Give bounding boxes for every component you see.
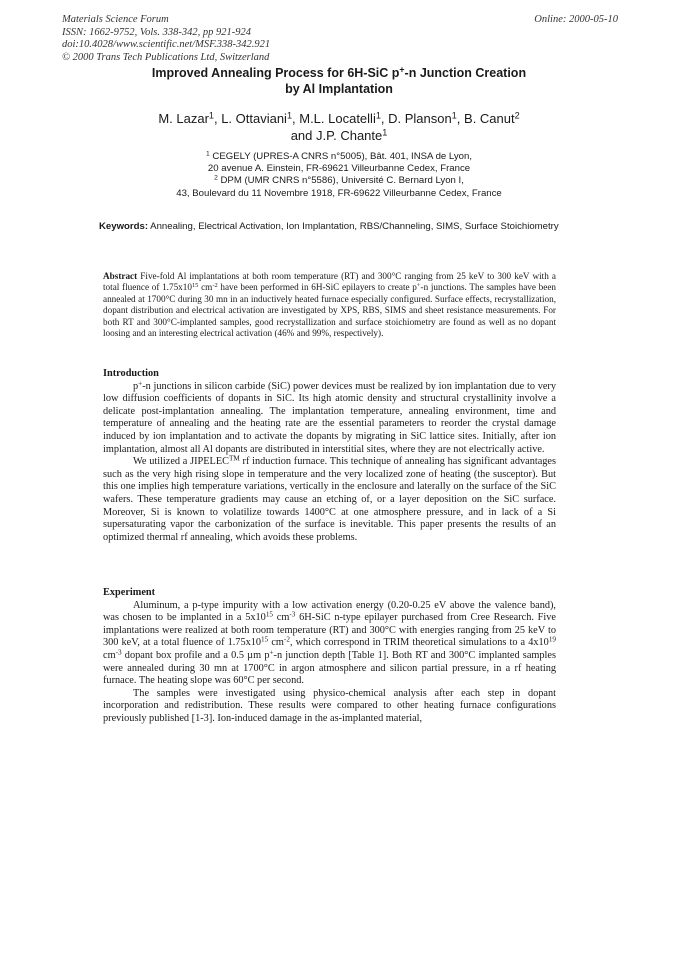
introduction-paragraph-1: p+-n junctions in silicon carbide (SiC) power devices must be realized by ion implantation due to very low diffusion coefficients of dopants in SiC. Its high atomic density and structural crystallinity involve a delicate post-implantation annealing. The implantation temperature, annealing environment, time and temperature of annealing and the heating rate are the essential parameters to reorder the crystal damage induced by ion implantation and to activate the dopants by migrating in SiC lattice sites. Initially, after ion implantation, almost all Al dopants are distributed in interstitial sites, where they are not electrically active.	[103, 379, 556, 455]
abstract: Abstract Five-fold Al implantations at both room temperature (RT) and 300°C ranging from 25 keV to 300 keV with a total fluence of $1.75x10^{15}$ $cm^{-2}$ have been performed in 6H-SiC epilayers to create p+-n junctions. The samples have been annealed at 1700°C during 30 mn in an inductively heated furnace especially configured. Surface effects, recrystallization, dopant distribution and electrical activation are investigated by XPS, RBS, SIMS and sheet resistance measurements. For both RT and 300°C-implanted samples, good recrystallization and surface stoichiometry are found as well as no dopant loosing and an interesting electrical activation (46% and 99%, respectively).	[103, 271, 556, 339]
experiment-paragraph-1: Aluminum, a p-type impurity with a low activation energy (0.20-0.25 eV above the valence band), was chosen to be implanted in a $5x10^{15}$ $cm^{-3}$ 6H-SiC n-type epilayer purchased from Cree Research. Five implantations were realized at both room temperature (RT) and 300°C with energies ranging from 25 keV to 300 keV, at a total fluence of $1.75x10^{15}$ $cm^{-2}$, which correspond in TRIM theoretical simulations to a $4x10^{19}$ $cm^{-3}$ dopant box profile and a 0.5 µm p+-n junction depth [Table 1]. Both RT and 300°C implanted samples were annealed during 30 mn at 1700°C in argon atmosphere and silicon partial pressure, in a rf heating furnace. The heating slope was 60°C per second.	[103, 599, 557, 687]
keywords	[99, 221, 559, 233]
experiment-paragraph-2: The samples were investigated using physico-chemical analysis after each step in dopant incorporation and redistribution. These results were compared to other heating furnace configurations previously published [1-3]. Ion-induced damage in the as-implanted material,	[103, 687, 556, 724]
journal-name: Materials Science Forum	[62, 14, 169, 25]
affiliation-2-line-1: $^2$ DPM (UMR CNRS n°5586), Université C. Bernard Lyon I,	[214, 175, 464, 187]
experiment-heading: Experiment	[103, 587, 156, 598]
author-line-2: and J.P. Chante$^1$	[290, 127, 388, 143]
author-line-1: M. Lazar$^1$, L. Ottaviani$^1$, M.L. Locatelli$^1$, D. Planson$^1$, B. Canut$^2$	[158, 110, 520, 126]
title-line-2: by Al Implantation	[285, 81, 393, 96]
introduction-section	[103, 368, 556, 544]
affiliation-1-line-1: $^1$ CEGELY (UPRES-A CNRS n°5005), Bât. 401, INSA de Lyon,	[205, 150, 473, 162]
doi-line: doi:10.4028/www.scientific.net/MSF.338-342.921	[62, 39, 271, 50]
keywords-text: Annealing, Electrical Activation, Ion Implantation, RBS/Channeling, SIMS, Surface Stoichiometry	[148, 221, 559, 232]
author-list	[100, 110, 578, 144]
issn-line: ISSN: 1662-9752, Vols. 338-342, pp 921-924	[62, 26, 251, 38]
affiliation-2-line-2: 43, Boulevard du 11 Novembre 1918, FR-69622 Villeurbanne Cedex, France	[176, 187, 502, 199]
abstract-label: Abstract	[103, 271, 138, 281]
affiliation-1-line-2: 20 avenue A. Einstein, FR-69621 Villeurbanne Cedex, France	[207, 163, 471, 175]
title-line-1: Improved Annealing Process for 6H-SiC p+-n Junction Creation	[151, 64, 527, 80]
introduction-paragraph-2: We utilized a JIPELEC™ rf induction furnace. This technique of annealing has significant advantages such as the very high rising slope in temperature and the very localized zone of heating (the susceptor). But this one implies high temperature variations, vertically in the enclosure and laterally on the surface of the SiC wafers. These temperature gradients may cause an etching of, or a layer deposition on the SiC surface. Moreover, Si is known to volatilize towards 1400°C at one atmosphere pressure, and in lack of a Si supersaturating vapor the carbonization of the surface is inevitable. This paper presents the results of an optimized thermal rf annealing, which avoids these problems.	[103, 454, 556, 543]
paper-title	[100, 66, 578, 97]
experiment-section	[103, 587, 556, 726]
publication-metadata	[62, 14, 618, 64]
introduction-heading: Introduction	[103, 368, 159, 379]
affiliations	[100, 151, 578, 200]
copyright-line: © 2000 Trans Tech Publications Ltd, Switzerland	[62, 51, 270, 63]
online-date: Online: 2000-05-10	[534, 14, 618, 25]
keywords-label: Keywords:	[99, 221, 149, 232]
